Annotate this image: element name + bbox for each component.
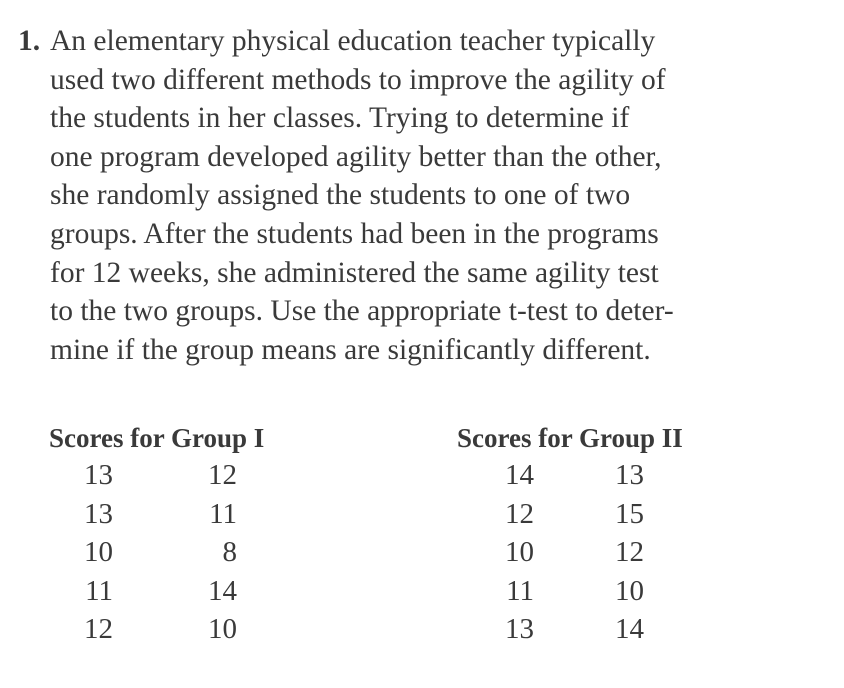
problem-text: the students in her classes. Trying to determine if xyxy=(50,102,630,135)
group-2-scores xyxy=(457,420,683,649)
group-1-scores xyxy=(49,420,264,649)
problem-number: 1. xyxy=(18,25,41,57)
score-cell: 12 xyxy=(84,613,113,646)
problem-text: for 12 weeks, she administered the same agility test xyxy=(50,256,659,289)
table-row xyxy=(49,495,237,534)
table-row xyxy=(457,572,644,611)
score-cell: 13 xyxy=(84,497,113,530)
score-cell: 12 xyxy=(208,459,237,491)
problem-text: An elementary physical education teacher typically xyxy=(50,25,656,57)
table-row xyxy=(49,456,237,495)
score-cell: 14 xyxy=(208,574,237,607)
score-cell: 13 xyxy=(615,459,644,491)
table-row xyxy=(49,533,237,572)
table-row xyxy=(457,610,644,649)
score-cell: 10 xyxy=(84,536,113,569)
score-cell: 10 xyxy=(505,536,534,569)
problem-text: groups. After the students had been in the programs xyxy=(50,217,659,250)
score-cell: 11 xyxy=(506,574,534,607)
table-row xyxy=(457,533,644,572)
group-1-table xyxy=(49,456,237,649)
score-cell: 8 xyxy=(222,536,237,569)
problem-text: to the two groups. Use the appropriate t-test to deter- xyxy=(50,295,674,328)
problem-line-1 xyxy=(18,22,798,61)
group-1-header: Scores for Group I xyxy=(49,423,265,453)
table-row xyxy=(457,495,644,534)
score-cell: 14 xyxy=(615,613,644,646)
score-cell: 11 xyxy=(85,574,113,607)
problem-text: one program developed agility better than the other, xyxy=(50,140,662,173)
score-cell: 14 xyxy=(505,459,534,491)
score-cell: 11 xyxy=(209,497,237,530)
score-cell: 12 xyxy=(615,536,644,569)
problem-text: she randomly assigned the students to one of two xyxy=(50,179,631,212)
score-cell: 12 xyxy=(505,497,534,530)
table-row xyxy=(49,610,237,649)
score-cell: 10 xyxy=(615,574,644,607)
group-2-table xyxy=(457,456,644,649)
table-row xyxy=(49,572,237,611)
score-cell: 10 xyxy=(208,613,237,646)
problem-statement xyxy=(18,22,798,369)
group-2-header: Scores for Group II xyxy=(457,423,683,453)
problem-text: used two different methods to improve the agility of xyxy=(50,63,666,96)
score-cell: 15 xyxy=(615,497,644,530)
score-cell: 13 xyxy=(505,613,534,646)
problem-text: mine if the group means are significantly different. xyxy=(50,333,651,366)
score-cell: 13 xyxy=(84,459,113,491)
table-row xyxy=(457,456,644,495)
